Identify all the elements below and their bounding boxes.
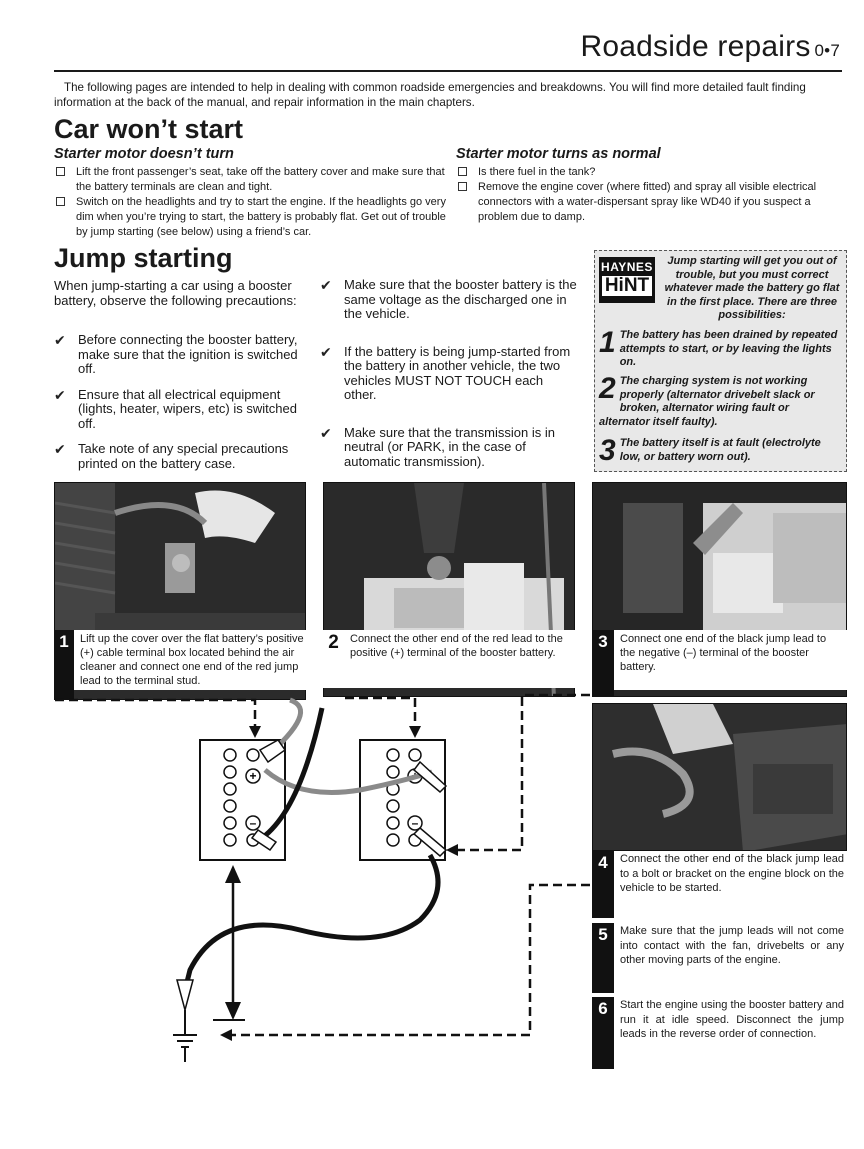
- hint-logo-top: HAYNES: [601, 260, 653, 274]
- jump-starting-intro: When jump-starting a car using a booster battery, observe the following precautions:: [54, 278, 297, 308]
- precaution-item: ✔ If the battery is being jump-started from the battery in another vehicle, the two vehicles MUST NOT TOUCH each other.: [320, 343, 571, 402]
- page-number: 0•7: [814, 41, 840, 60]
- engine-bay-photo-4: [593, 704, 847, 851]
- hint-possibility-2: 2 The charging system is not working properly (alternator drivebelt slack or broken, alternator wiring fault or alternator itself faulty).: [599, 372, 815, 428]
- starter-turns-normal-list: [456, 165, 842, 225]
- starter-doesnt-turn-list: [54, 165, 446, 240]
- hint-intro: Jump starting will get you out of trouble, but you must correct whatever made the battery go flat in the first place. There are three possibilities:: [664, 255, 840, 321]
- possibility-number: 3: [599, 434, 616, 467]
- jump-lead-diagram: [0, 690, 600, 1090]
- dashed-leader-lines: [55, 695, 590, 1035]
- page-title: [581, 30, 840, 64]
- step-number-6: 6: [592, 997, 614, 1069]
- checklist-item: Remove the engine cover (where fitted) and spray all visible electrical connectors with a water-dispersant spray like WD40 if you suspect a problem due to damp.: [456, 180, 842, 225]
- intro-paragraph: The following pages are intended to help in dealing with common roadside emergencies and breakdowns. You will find more detailed fault finding information at the back of the manual, and repair information in the main chapters.: [54, 81, 806, 109]
- plus-label: +: [249, 769, 257, 783]
- precaution-item: ✔ Ensure that all electrical equipment (lights, heater, wipers, etc) is switched off.: [54, 386, 297, 431]
- caption-step-2: Connect the other end of the red lead to the positive (+) terminal of the booster battery.: [344, 630, 575, 688]
- check-icon: ✔: [54, 441, 66, 457]
- minus-label: –: [411, 816, 419, 830]
- check-icon: ✔: [320, 277, 332, 293]
- hint-possibility-1: 1 The battery has been drained by repeated attempts to start, or by leaving the lights on.: [599, 326, 838, 368]
- precautions-list-2: [320, 278, 578, 469]
- checkbox-icon: [56, 167, 65, 176]
- step-number-4: 4: [592, 851, 614, 918]
- haynes-hint-logo: [599, 257, 655, 303]
- caption-step-6: Start the engine using the booster battery and run it at idle speed. Disconnect the jump leads in the reverse order of connection.: [620, 999, 844, 1040]
- step-number-3: 3: [592, 630, 614, 697]
- starter-doesnt-turn-heading: Starter motor doesn’t turn: [54, 146, 234, 162]
- precaution-item: ✔ Take note of any special precautions printed on the battery case.: [54, 441, 289, 471]
- minus-label: –: [249, 816, 257, 830]
- precaution-item: ✔ Before connecting the booster battery, make sure that the ignition is switched off.: [54, 332, 298, 376]
- haynes-hint-box: [594, 250, 847, 472]
- check-icon: ✔: [320, 424, 332, 441]
- header-rule: [54, 70, 842, 72]
- plus-label: +: [411, 769, 419, 783]
- caption-step-5: Make sure that the jump leads will not come into contact with the fan, drivebelts or any other moving parts of the engine.: [620, 925, 844, 966]
- checklist-item: Switch on the headlights and try to start the engine. If the headlights go very dim when you’re trying to start, the battery is probably flat. Get out of trouble by jump starting (see below) using a friend’s car.: [54, 195, 446, 240]
- caption-step-4: Connect the other end of the black jump lead to a bolt or bracket on the engine block on the vehicle to be started.: [620, 853, 844, 894]
- check-icon: ✔: [54, 332, 66, 348]
- possibility-number: 2: [599, 372, 616, 405]
- precaution-item: ✔ Make sure that the booster battery is the same voltage as the discharged one in the vehicle.: [320, 277, 577, 321]
- hint-logo-bottom: HiNT: [602, 276, 652, 296]
- check-icon: ✔: [320, 343, 332, 360]
- possibility-number: 1: [599, 326, 616, 359]
- arrow-icon: [409, 726, 421, 738]
- precaution-item: ✔ Make sure that the transmission is in neutral (or PARK, in the case of automatic transmission).: [320, 424, 555, 469]
- black-jump-lead: [185, 855, 438, 990]
- checkbox-icon: [458, 182, 467, 191]
- step-number-1: 1: [54, 630, 74, 700]
- arrow-up-icon: [225, 865, 241, 883]
- checkbox-icon: [458, 167, 467, 176]
- arrow-down-icon: [225, 1002, 241, 1020]
- photo-step-4: [592, 703, 847, 851]
- caption-step-3: Connect one end of the black jump lead to the negative (–) terminal of the booster battery.: [614, 630, 847, 690]
- hint-possibility-3: 3 The battery itself is at fault (electrolyte low, or battery worn out).: [599, 434, 821, 467]
- step-number-2: 2: [323, 630, 344, 688]
- step-number-5: 5: [592, 923, 614, 993]
- precautions-list-1: [54, 333, 310, 471]
- caption-step-1: Lift up the cover over the flat battery’s positive (+) cable terminal box located behind the air cleaner and connect one end of the red jump lead to the terminal stud.: [54, 630, 309, 690]
- arrow-icon: [249, 726, 261, 738]
- checklist-item: Lift the front passenger’s seat, take off the battery cover and make sure that the battery terminals are clean and tight.: [54, 165, 446, 195]
- arrow-icon: [446, 844, 458, 856]
- starter-turns-normal-heading: Starter motor turns as normal: [456, 146, 661, 162]
- page-title-text: Roadside repairs: [580, 30, 811, 63]
- checklist-item: Is there fuel in the tank?: [456, 165, 842, 180]
- check-icon: ✔: [54, 386, 66, 403]
- jump-starting-heading: Jump starting: [54, 243, 233, 273]
- car-wont-start-heading: Car won’t start: [54, 114, 244, 144]
- checkbox-icon: [56, 197, 65, 206]
- arrow-icon: [220, 1029, 232, 1041]
